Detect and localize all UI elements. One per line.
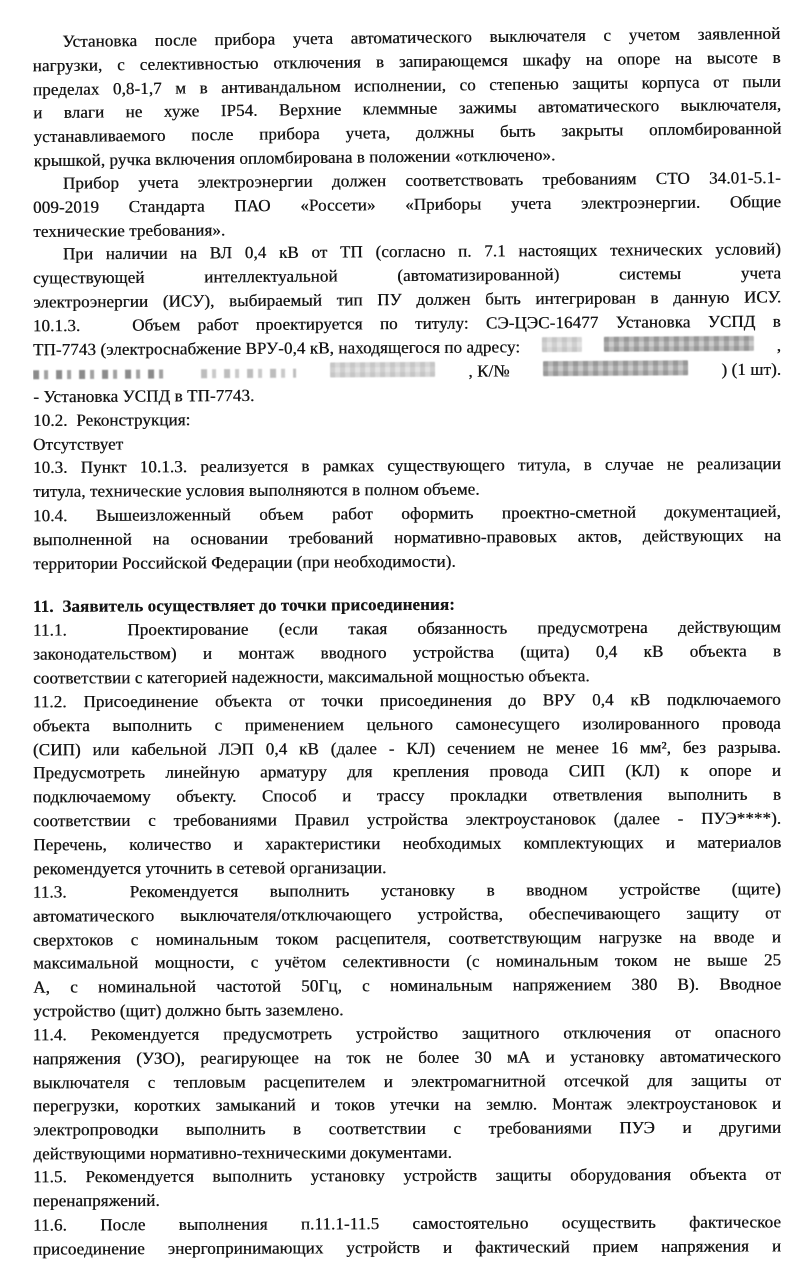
text-line: 11.5. Рекомендуется выполнить установку устройств защиты оборудования объекта от [32,1165,781,1187]
text-line: сверхтоков с номинальным током расцепителя, соответствующим нагрузке на вводе и [32,926,781,950]
text-line: 11.1. Проектирование (если такая обязанность предусмотрена действующим [32,617,781,640]
paragraph-10-2 [33,405,781,433]
paragraph-10-4 [33,500,781,576]
redacted-pixelated-block [543,359,688,375]
text-line: законодательством) и монтаж вводного устройства (щита) 0,4 кВ объекта в [32,641,782,664]
text-line: Отсутствует [32,434,124,454]
paragraph-meter-standard [33,166,782,243]
text-line: действующими нормативно-техническими документами. [33,1142,452,1163]
text-line: подключаемому объекту. Способ и трассу прокладки ответвления выполнить в [33,784,782,807]
smudged-faded-text [201,368,296,378]
text-line: автоматического выключателя/отключающего устройства, обеспечивающего защиту от [32,903,781,926]
text-segment: , К/№ [468,360,510,380]
text-line: 11. Заявитель осуществляет до точки присоединения: [32,595,456,617]
paragraph-10-1-3 [33,309,782,409]
text-segment: ТП-7743 (электроснабжение ВРУ-0,4 кВ, находящегося по адресу: [32,336,521,359]
text-line: (СИП) или кабельной ЛЭП 0,4 кВ (далее - КЛ) сечением не менее 16 мм², без разрыва. [32,736,781,759]
paragraph-isu-integration [33,238,781,315]
text-line: Установка после прибора учета автоматического выключателя с учетом заявленной [62,23,781,51]
paragraph-11-4 [33,1020,781,1165]
text-line: соответствии с категорией надежности, максимальной мощностью объекта. [33,665,590,688]
text-line: напряжения (УЗО), реагирующее на ток не более 30 мА и установку автоматического [32,1046,781,1068]
text-line: А, с номинальной частотой 50Гц, с номинальным напряжением 380 В). Вводное [33,974,782,997]
text-line: соответствии с требованиями Правил устройства электроустановок (далее - ПУЭ****). [33,808,782,830]
text-line: нагрузки, с селективностью отключения в запирающемся шкафу на опоре на высоте в [32,47,781,76]
text-line: выключателя с тепловым расцепителем и электромагнитной отсечкой для защиты от [32,1069,781,1092]
text-line: перенапряжений. [33,1191,160,1211]
paragraph-11-6 [33,1210,781,1261]
paragraph-10-3 [33,452,781,504]
paragraph-11-3 [33,877,782,1023]
text-segment: ) (1 шт). [721,358,782,379]
smudged-faded-text [33,369,168,379]
text-line: - Установка УСПД в ТП-7743. [33,385,255,407]
text-line: территории Российской Федерации (при необходимости). [33,551,456,573]
text-line: титула, технические условия выполняются в полном объеме. [33,479,480,502]
text-line: 11.4. Рекомендуется предусмотреть устройство защитного отключения от опасного [32,1022,781,1044]
redacted-pixelated-block [330,361,435,377]
text-line: При наличии на ВЛ 0,4 кВ от ТП (согласно п. 7.1 настоящих технических условий) [62,239,781,264]
text-line: перегрузки, коротких замыканий и токов утечки на землю. Монтаж электроустановок и [33,1093,782,1116]
text-line: технические требования». [33,219,226,241]
text-line: существующей интеллектуальной (автоматизированной) системы учета [32,263,782,288]
text-line: рекомендуется уточнить в сетевой организации. [33,857,387,878]
text-line: выполненной на основании требований нормативно-правовых актов, действующих на [32,525,782,550]
paragraph-11-1 [33,615,781,690]
text-line: и влаги не хуже IP54. Верхние клеммные зажимы автоматического выключателя, [33,95,782,123]
text-line: 009-2019 Стандарта ПАО «Россети» «Приборы учета электроэнергии. Общие [32,191,782,217]
text-segment: , [776,335,781,355]
text-line: пределах 0,8-1,7 м в антивандальном исполнении, со степенью защиты корпуса от пыли [32,71,781,99]
redacted-pixelated-block [542,336,582,351]
text-line: присоединение энергопринимающих устройств и фактический прием напряжения и [33,1236,782,1259]
text-line: 10.1.3. Объем работ проектируется по титулу: СЭ-ЦЭС-16477 Установка УСПД в [32,311,781,335]
text-line: устанавливаемого после прибора учета, должны быть закрыты опломбированной [33,118,782,147]
text-line: Предусмотреть линейную арматуру для крепления провода СИП (КЛ) к опоре и [32,760,781,783]
text-line: устройство (щит) должно быть заземлено. [33,1000,344,1021]
redacted-pixelated-block [604,335,754,351]
paragraph-11-2 [33,687,782,880]
paragraph-11-5 [33,1163,781,1213]
text-line: электропроводки выполнить в соответствии с требованиями ПУЭ и другими [33,1117,782,1140]
text-line: 10.3. Пункт 10.1.3. реализуется в рамках существующего титула, в случае не реализации [32,454,781,478]
text-line: 11.3. Рекомендуется выполнить установку в вводном устройстве (щите) [32,879,781,902]
text-line: Перечень, количество и характеристики необходимых комплектующих и материалов [33,831,782,854]
text-line: крышкой, ручка включения опломбирована в положении «отключено». [33,145,556,171]
text-line: 10.4. Вышеизложенный объем работ оформить проектно-сметной документацией, [32,501,781,526]
text-line: Прибор учета электроэнергии должен соответствовать требованиям СТО 34.01-5.1- [62,167,781,193]
text-line: 11.2. Присоединение объекта от точки присоединения до ВРУ 0,4 кВ подключаемого [32,689,781,711]
text-line: 10.2. Реконструкция: [32,409,191,430]
text-line: максимальной мощности, с учётом селективности (с номинальным током не выше 25 [33,950,782,973]
text-line: объекта выполнить с применением цельного самонесущего изолированного провода [32,713,781,735]
text-line: 11.6. После выполнения п.11.1-11.5 самостоятельно осуществить фактическое [32,1212,781,1235]
text-line: электроэнергии (ИСУ), выбираемый тип ПУ должен быть интегрирован в данную ИСУ. [33,287,782,312]
paragraph-breaker-installation [32,22,782,173]
